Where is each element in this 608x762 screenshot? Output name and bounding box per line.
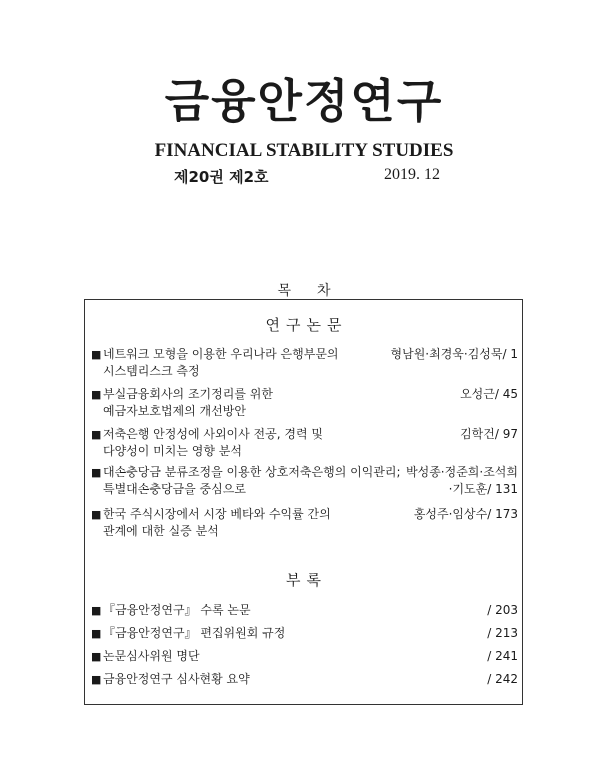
entry-title: 『금융안정연구』 수록 논문 (103, 603, 251, 617)
entry-title-cont: 예금자보호법제의 개선방안 (103, 404, 246, 418)
toc-box (84, 299, 523, 705)
bullet-icon: ■ (91, 348, 102, 361)
entry-page: 131 (495, 482, 518, 496)
issue-date: 2019. 12 (384, 166, 440, 183)
entry-authors: 형남원·최경욱·김성묵/ 1 (390, 347, 518, 361)
appendix-section-heading: 부록 (286, 571, 327, 589)
entry-page: 97 (502, 427, 518, 441)
entry-title-cont: 특별대손충당금을 중심으로 (103, 482, 246, 496)
entry-title: 네트워크 모형을 이용한 우리나라 은행부문의 (103, 347, 339, 361)
entry-title-cont: 시스템리스크 측정 (103, 364, 200, 378)
entry-title: 금융안정연구 심사현황 요약 (103, 672, 250, 686)
journal-title: 금융안정연구 (164, 74, 444, 128)
bullet-icon: ■ (91, 388, 102, 401)
entry-page: 45 (502, 387, 518, 401)
entry-authors: 홍성주·임상수/ 173 (413, 507, 518, 521)
entry-authors: 김학건/ 97 (460, 427, 518, 441)
entry-authors: 오성근/ 45 (460, 387, 518, 401)
toc-heading: 목차 (277, 283, 357, 299)
entry-title: 『금융안정연구』 편집위원회 규정 (103, 626, 286, 640)
bullet-icon: ■ (91, 428, 102, 441)
bullet-icon: ■ (91, 508, 102, 521)
entry-authors-cont: ·기도훈/ 131 (448, 482, 518, 496)
entry-title: 저축은행 안정성에 사외이사 전공, 경력 및 (103, 427, 323, 441)
entry-title-cont: 다양성이 미치는 영향 분석 (103, 444, 242, 458)
entry-page: / 203 (487, 603, 518, 617)
research-section-heading: 연구논문 (265, 316, 348, 334)
bullet-icon: ■ (91, 604, 102, 617)
entry-page: 1 (510, 347, 518, 361)
entry-authors: 박성종·정준희·조석희 (406, 465, 518, 479)
bullet-icon: ■ (91, 673, 102, 686)
bullet-icon: ■ (91, 650, 102, 663)
entry-title: 부실금융회사의 조기정리를 위한 (103, 387, 273, 401)
entry-page: / 241 (487, 649, 518, 663)
entry-page: 173 (495, 507, 518, 521)
entry-page: / 242 (487, 672, 518, 686)
entry-title: 한국 주식시장에서 시장 베타와 수익률 간의 (103, 507, 331, 521)
entry-page: / 213 (487, 626, 518, 640)
journal-subtitle: FINANCIAL STABILITY STUDIES (154, 140, 454, 161)
bullet-icon: ■ (91, 466, 102, 479)
entry-title: 논문심사위원 명단 (103, 649, 200, 663)
bullet-icon: ■ (91, 627, 102, 640)
entry-title-cont: 관계에 대한 실증 분석 (103, 524, 219, 538)
issue-number: 제20권 제2호 (174, 168, 269, 186)
entry-title: 대손충당금 분류조정을 이용한 상호저축은행의 이익관리; (103, 465, 401, 479)
